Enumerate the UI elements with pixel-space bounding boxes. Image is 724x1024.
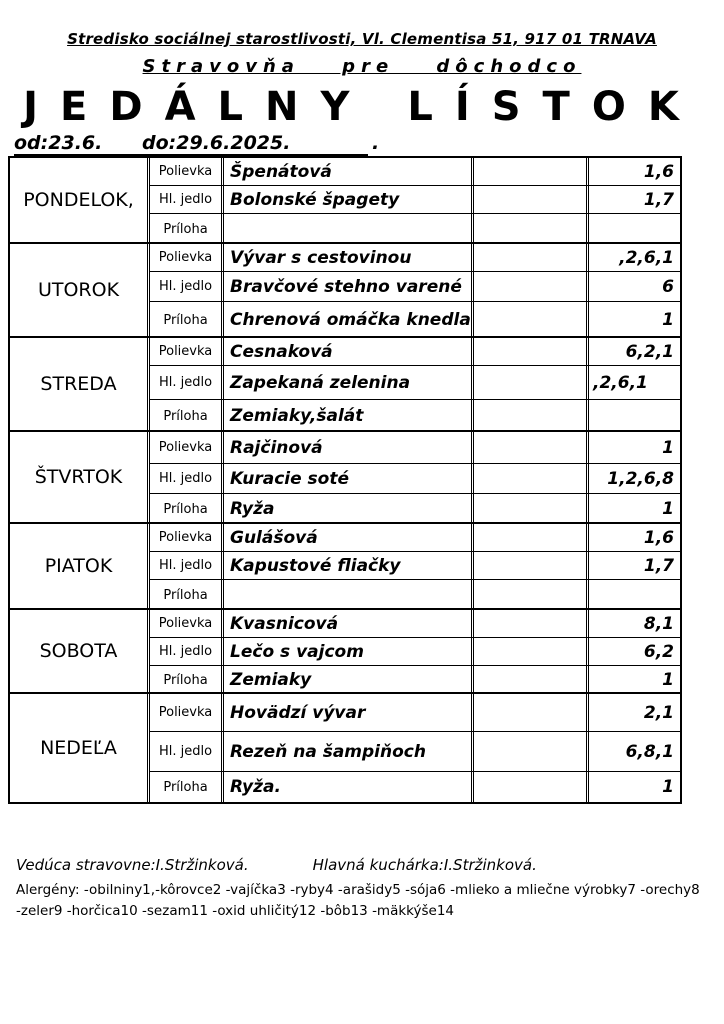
empty-cell bbox=[474, 302, 589, 338]
menu-row bbox=[150, 302, 680, 338]
canteen-manager: Vedúca stravovne:I.Stržinková. bbox=[16, 856, 249, 874]
empty-cell bbox=[474, 366, 589, 399]
allergen-codes: 6,2,1 bbox=[625, 341, 674, 362]
meal-type: Polievka bbox=[150, 524, 224, 551]
dish-name: Cesnaková bbox=[224, 338, 474, 365]
page-title: JEDÁLNY LÍSTOK bbox=[23, 84, 701, 130]
allergen-codes: ,2,6,1 bbox=[593, 372, 648, 393]
dish-name: Zemiaky,šalát bbox=[224, 400, 474, 432]
meal-type: Príloha bbox=[150, 400, 224, 432]
empty-cell bbox=[474, 400, 589, 432]
empty-cell bbox=[474, 552, 589, 579]
allergen-codes: 1 bbox=[662, 499, 674, 519]
meal-type: Hl. jedlo bbox=[150, 186, 224, 213]
meal-type: Hl. jedlo bbox=[150, 272, 224, 301]
dish-name: Bolonské špagety bbox=[224, 186, 474, 213]
dish-name bbox=[224, 580, 474, 610]
allergen-codes bbox=[589, 400, 680, 432]
menu-row bbox=[150, 214, 680, 244]
empty-cell bbox=[474, 464, 589, 493]
meal-type: Príloha bbox=[150, 302, 224, 338]
empty-cell bbox=[474, 186, 589, 213]
menu-row bbox=[150, 366, 680, 400]
menu-row bbox=[150, 552, 680, 580]
canteen-name: Stravovňa pre dôchodco bbox=[142, 56, 582, 77]
staff-line bbox=[16, 856, 537, 874]
meal-type: Polievka bbox=[150, 432, 224, 463]
day-name: UTOROK bbox=[10, 244, 150, 336]
menu-row bbox=[150, 610, 680, 638]
menu-row bbox=[150, 158, 680, 186]
dish-name: Kapustové fliačky bbox=[224, 552, 474, 579]
empty-cell bbox=[474, 244, 589, 271]
date-range bbox=[14, 132, 379, 156]
dish-name: Rajčinová bbox=[224, 432, 474, 463]
menu-row bbox=[150, 338, 680, 366]
menu-row bbox=[150, 494, 680, 524]
meal-type: Príloha bbox=[150, 494, 224, 524]
dish-name bbox=[224, 214, 474, 244]
empty-cell bbox=[474, 732, 589, 771]
empty-cell bbox=[474, 524, 589, 551]
meal-type: Polievka bbox=[150, 158, 224, 185]
dish-name: Rezeň na šampiňoch bbox=[224, 732, 474, 771]
day-name: ŠTVRTOK bbox=[10, 432, 150, 522]
meal-type: Príloha bbox=[150, 666, 224, 694]
empty-cell bbox=[474, 432, 589, 463]
day-name: NEDEĽA bbox=[10, 694, 150, 802]
allergen-codes: 1,2,6,8 bbox=[607, 468, 674, 489]
allergen-codes: 1,7 bbox=[643, 555, 674, 576]
day-name: SOBOTA bbox=[10, 610, 150, 692]
empty-cell bbox=[474, 610, 589, 637]
meal-type: Hl. jedlo bbox=[150, 732, 224, 771]
dish-name: Bravčové stehno varené bbox=[224, 272, 474, 301]
dish-name: Špenátová bbox=[224, 158, 474, 185]
menu-row bbox=[150, 694, 680, 732]
allergen-codes: 1 bbox=[662, 670, 674, 690]
allergen-codes: 6 bbox=[662, 276, 674, 297]
allergen-codes: 1 bbox=[662, 310, 674, 330]
allergen-codes: 1,7 bbox=[643, 189, 674, 210]
dish-name: Chrenová omáčka knedla bbox=[224, 302, 474, 338]
menu-row bbox=[150, 432, 680, 464]
meal-type: Hl. jedlo bbox=[150, 638, 224, 665]
empty-cell bbox=[474, 694, 589, 731]
allergen-codes: 1 bbox=[662, 437, 674, 458]
day-block bbox=[10, 158, 680, 244]
allergen-codes: 2,1 bbox=[643, 702, 674, 723]
allergen-codes: 1,6 bbox=[643, 161, 674, 182]
dish-name: Zapekaná zelenina bbox=[224, 366, 474, 399]
allergen-codes: ,2,6,1 bbox=[619, 247, 674, 268]
date-from: od:23.6. bbox=[14, 132, 142, 156]
empty-cell bbox=[474, 638, 589, 665]
menu-row bbox=[150, 524, 680, 552]
day-name: PIATOK bbox=[10, 524, 150, 608]
meal-type: Hl. jedlo bbox=[150, 366, 224, 399]
day-block bbox=[10, 610, 680, 694]
allergen-codes bbox=[589, 580, 680, 610]
empty-cell bbox=[474, 666, 589, 694]
empty-cell bbox=[474, 580, 589, 610]
empty-cell bbox=[474, 214, 589, 244]
menu-row bbox=[150, 772, 680, 802]
menu-row bbox=[150, 732, 680, 772]
day-name: STREDA bbox=[10, 338, 150, 430]
menu-row bbox=[150, 400, 680, 432]
day-block bbox=[10, 524, 680, 610]
allergen-codes: 1 bbox=[662, 777, 674, 797]
day-block bbox=[10, 694, 680, 802]
menu-row bbox=[150, 186, 680, 214]
head-cook: Hlavná kuchárka:I.Stržinková. bbox=[312, 856, 537, 874]
meal-type: Polievka bbox=[150, 338, 224, 365]
empty-cell bbox=[474, 772, 589, 802]
menu-row bbox=[150, 464, 680, 494]
day-block bbox=[10, 432, 680, 524]
dish-name: Vývar s cestovinou bbox=[224, 244, 474, 271]
menu-row bbox=[150, 666, 680, 694]
allergen-codes: 8,1 bbox=[643, 613, 674, 634]
meal-type: Hl. jedlo bbox=[150, 464, 224, 493]
organization-name: Stredisko sociálnej starostlivosti, Vl. Clementisa 51, 917 01 TRNAVA bbox=[67, 30, 657, 48]
menu-row bbox=[150, 272, 680, 302]
dish-name: Kuracie soté bbox=[224, 464, 474, 493]
dish-name: Hovädzí vývar bbox=[224, 694, 474, 731]
dish-name: Gulášová bbox=[224, 524, 474, 551]
dish-name: Lečo s vajcom bbox=[224, 638, 474, 665]
date-to: do:29.6.2025. bbox=[142, 132, 368, 156]
date-trail: . bbox=[372, 132, 380, 154]
meal-type: Príloha bbox=[150, 214, 224, 244]
menu-row bbox=[150, 244, 680, 272]
meal-type: Polievka bbox=[150, 694, 224, 731]
empty-cell bbox=[474, 272, 589, 301]
meal-type: Polievka bbox=[150, 244, 224, 271]
menu-row bbox=[150, 580, 680, 610]
allergen-codes bbox=[589, 214, 680, 244]
allergen-codes: 6,8,1 bbox=[625, 741, 674, 762]
empty-cell bbox=[474, 158, 589, 185]
day-block bbox=[10, 244, 680, 338]
meal-type: Hl. jedlo bbox=[150, 552, 224, 579]
allergen-legend: Alergény: -obilniny1,-kôrovce2 -vajíčka3 -ryby4 -arašidy5 -sója6 -mlieko a mliečne výrobky7 -orechy8 -zeler9 -horčica10 -sezam11 -oxid uhličitý12 -bôb13 -mäkkýše14 bbox=[16, 882, 700, 919]
empty-cell bbox=[474, 494, 589, 524]
dish-name: Zemiaky bbox=[224, 666, 474, 694]
day-block bbox=[10, 338, 680, 432]
empty-cell bbox=[474, 338, 589, 365]
dish-name: Kvasnicová bbox=[224, 610, 474, 637]
menu-row bbox=[150, 638, 680, 666]
meal-type: Príloha bbox=[150, 580, 224, 610]
dish-name: Ryža bbox=[224, 494, 474, 524]
dish-name: Ryža. bbox=[224, 772, 474, 802]
menu-table bbox=[8, 156, 682, 804]
allergen-codes: 6,2 bbox=[643, 641, 674, 662]
meal-type: Polievka bbox=[150, 610, 224, 637]
meal-type: Príloha bbox=[150, 772, 224, 802]
day-name: PONDELOK, bbox=[10, 158, 150, 242]
allergen-codes: 1,6 bbox=[643, 527, 674, 548]
